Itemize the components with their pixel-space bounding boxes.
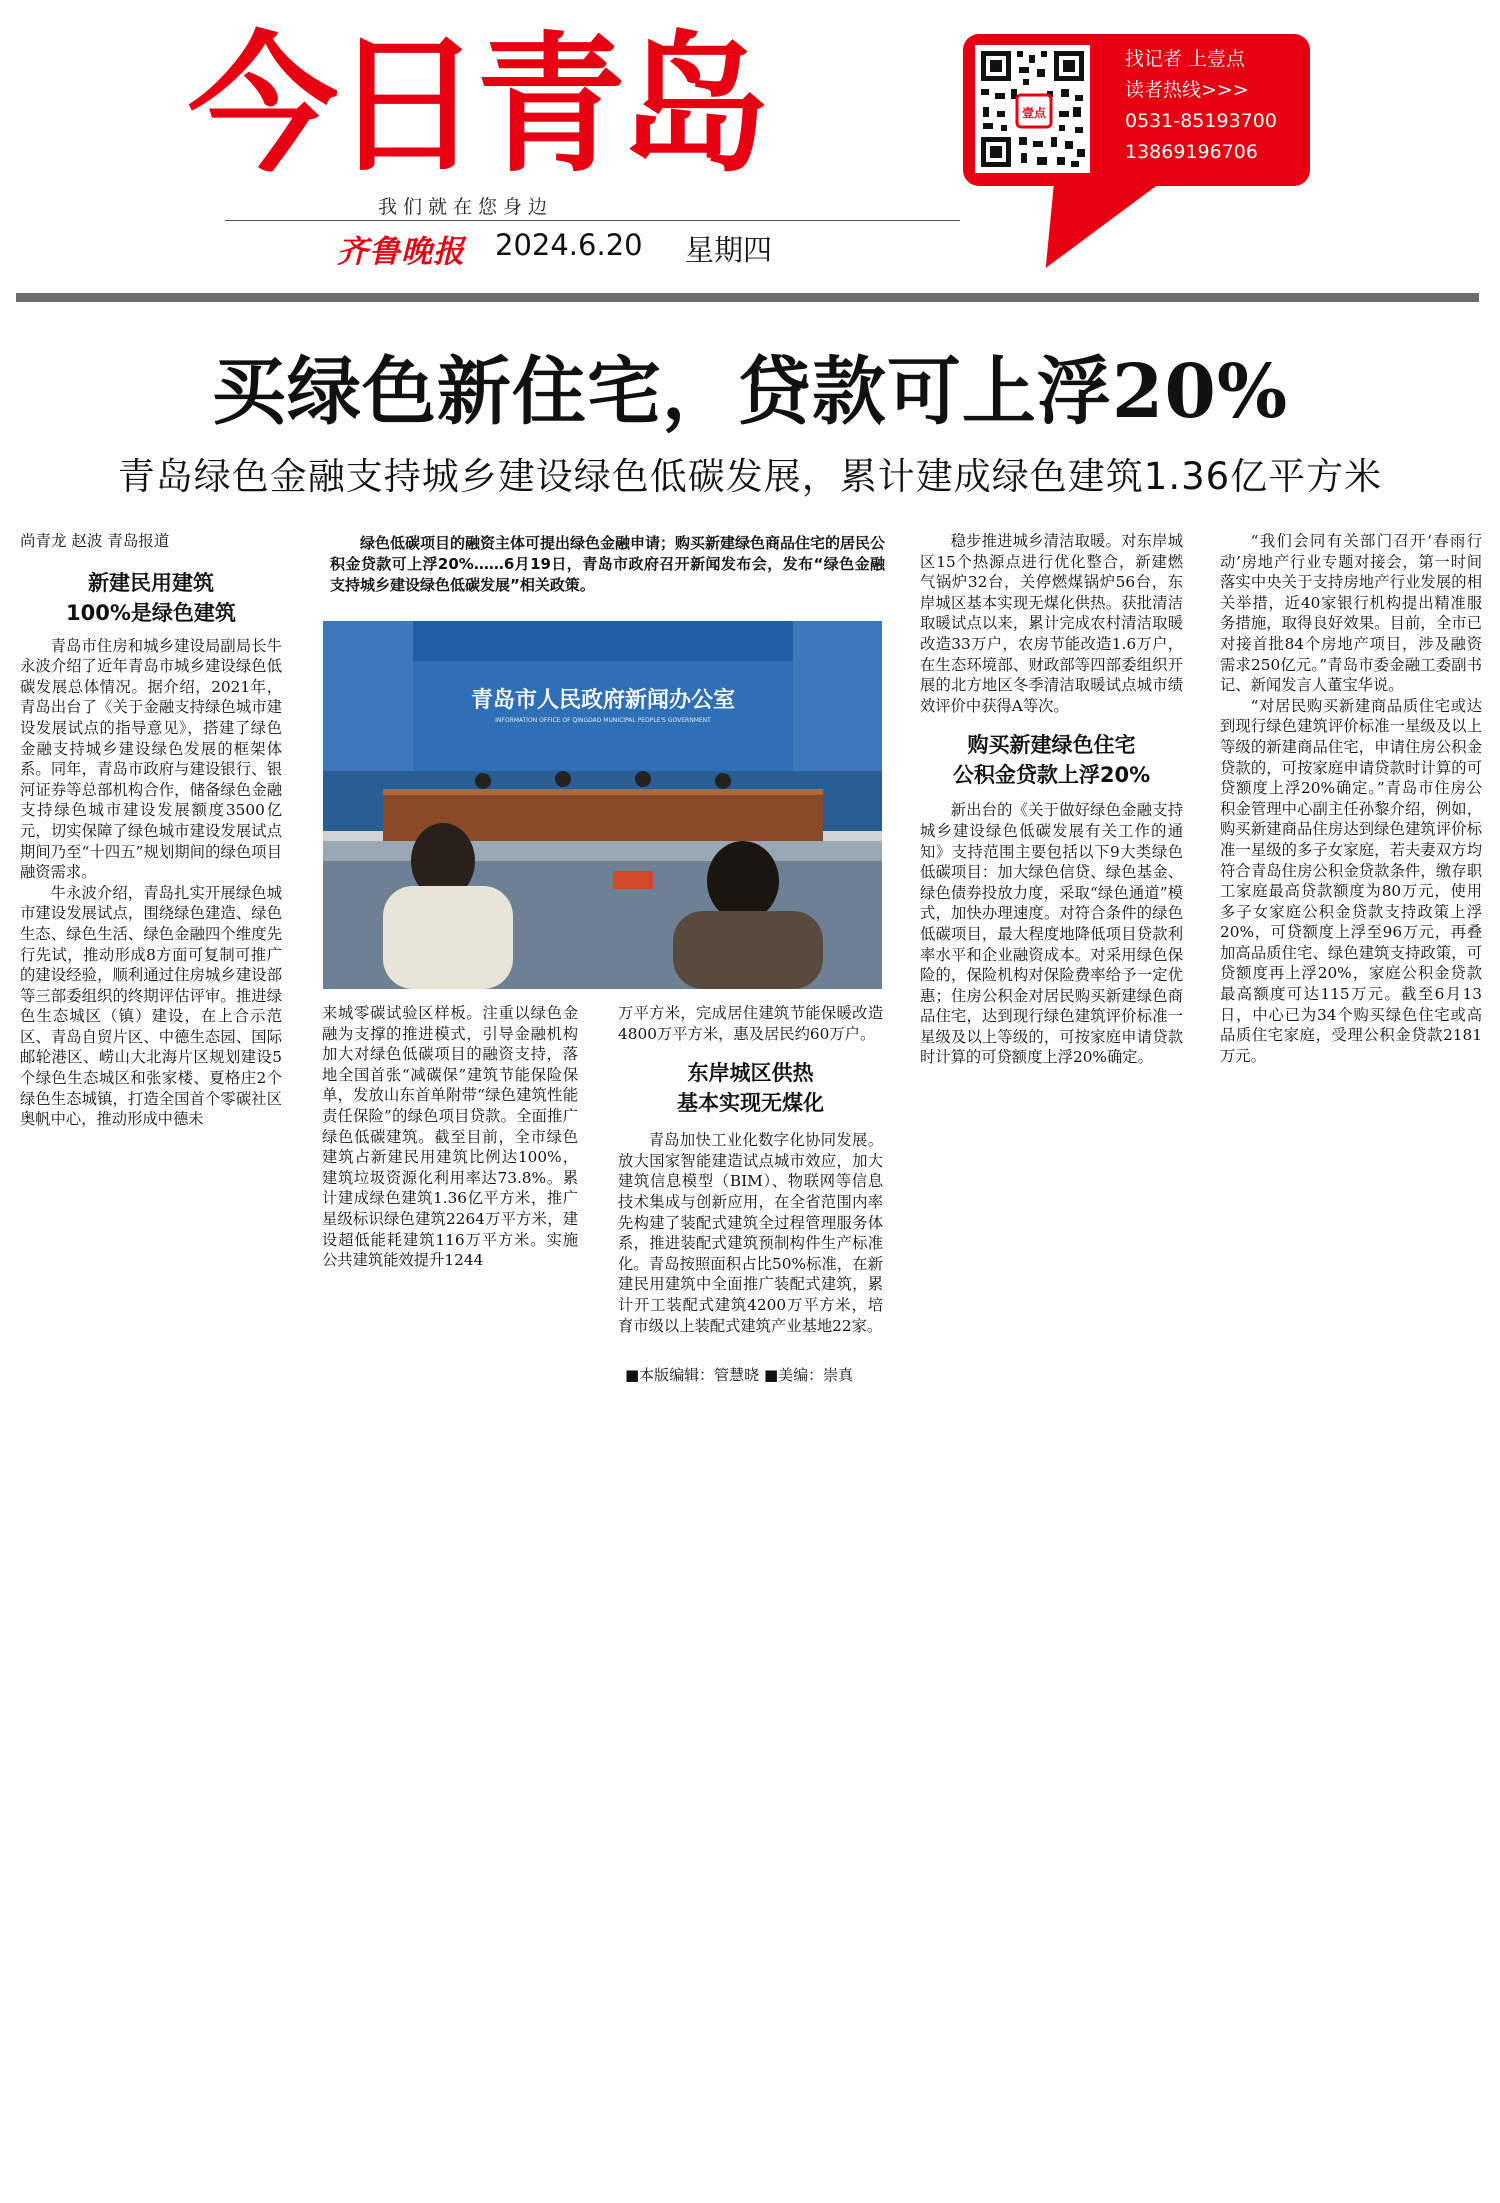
slogan-divider [225,220,960,221]
section-heading-1-line1: 新建民用建筑 [88,570,214,595]
editor-credits: ■本版编辑：管慧晓 ■美编：崇真 [625,1366,854,1384]
paragraph-continuation: 来城零碳试验区样板。注重以绿色金融为支撑的推进模式，引导金融机构加大对绿色低碳项目的融资支持，落地全国首张“减碳保”建筑节能保险保单，发放山东首单附带“绿色建筑性能责任保险”的绿色项目贷款。全面推广绿色低碳建筑。截至目前，全市绿色建筑占新建民用建筑比例达100%，建筑垃圾资源化利用率达73.8%。累计建成绿色建筑1.36亿平方米，推广星级标识绿色建筑2264万平方米，建设超低能耗建筑116万平方米。实施公共建筑能效提升1244 [322,1004,578,1270]
paragraph: “我们会同有关部门召开‘春雨行动’房地产行业专题对接会，第一时间落实中央关于支持房地产行业发展的相关举措，近40家银行机构提出精准服务措施，取得良好效果。目前，全市已对接首批84个房地产项目，涉及融资需求250亿元。”青岛市委金融工委副书记、新闻发言人董宝华说。 [1220,532,1482,695]
paragraph: 青岛加快工业化数字化协同发展。放大国家智能建造试点城市效应，加大建筑信息模型（BIM）、物联网等信息技术集成与创新应用，在全省范围内率先构建了装配式建筑全过程管理服务体系，推进装配式建筑预制构件生产标准化。青岛按照面积占比50%标准，在新建民用建筑中全面推广装配式建筑，累计开工装配式建筑4200万平方米，培育市级以上装配式建筑产业基地22家。 [618,1131,883,1335]
press-conference-photo [323,621,882,989]
paragraph-text: 牛永波介绍，青岛扎实开展绿色城市建设发展试点，围绕绿色建造、绿色生态、绿色生活、绿色金融四个维度先行先试，推动形成8方面可复制可推广的建设经验，顺利通过住房城乡建设部等三部委组织的终期评估评审。推进绿色生态城区（镇）建设，在上合示范区、青岛自贸片区、中德生态园、国际邮轮港区、崂山大北海片区规划建设5个绿色生态城区和张家楼、夏格庄2个绿色生态城镇，打造全国首个零碳社区奥帆中心，推动形成中德未 [20,883,282,1129]
paragraph: 青岛市住房和城乡建设局副局长牛永波介绍了近年青岛市城乡建设绿色低碳发展总体情况。据介绍，2021年，青岛出台了《关于金融支持绿色城市建设发展试点的指导意见》，搭建了绿色金融支持城乡建设绿色发展的框架体系。同年，青岛市政府与建设银行、银河证券等总部机构合作，储备绿色金融支持绿色城市建设发展额度3500亿元，切实保障了绿色城市建设发展试点期间乃至“十四五”规划期间的绿色项目融资需求。 [20,636,282,882]
section-heading-1 [20,568,282,628]
sub-headline: 青岛绿色金融支持城乡建设绿色低碳发展，累计建成绿色建筑1.36亿平方米 [117,455,1383,498]
lead-text: 绿色低碳项目的融资主体可提出绿色金融申请；购买新建绿色商品住宅的居民公积金贷款可上浮20%……6月19日，青岛市政府召开新闻发布会，发布“绿色金融支持城乡建设绿色低碳发展”相关政策。 [330,534,886,594]
contact-info [1125,44,1305,168]
paper-name-logo: 齐鲁晚报 [337,234,465,270]
paragraph: 稳步推进城乡清洁取暖。对东岸城区15个热源点进行优化整合，新建燃气锅炉32台，关停燃煤锅炉56台，东岸城区基本实现无煤化供热。获批清洁取暖试点以来，累计完成农村清洁取暖改造33万户，农房节能改造1.6万户，在生态环境部、财政部等四部委组织开展的北方地区冬季清洁取暖试点城市绩效评价中获得A等次。 [920,532,1183,715]
paragraph [20,883,282,1130]
section-heading-3-line2: 公积金贷款上浮20% [952,763,1151,788]
contact-line-hotline: 读者热线>>> [1125,79,1249,101]
section-heading-3 [920,730,1183,790]
qr-logo-text: 壹点 [1021,106,1046,120]
lead-paragraph [330,533,885,596]
header-divider [16,293,1479,302]
section-heading-3-line1: 购买新建绿色住宅 [967,733,1136,758]
paragraph: 新出台的《关于做好绿色金融支持城乡建设绿色低碳发展有关工作的通知》支持范围主要包括以下9大类绿色低碳项目：加大绿色信贷、绿色基金、绿色债券投放力度，采取“绿色通道”模式，加快办理速度。对符合条件的绿色低碳项目，最大程度地降低项目贷款利率水平和企业融资成本。对采用绿色保险的，保险机构对保险费率给予一定优惠；住房公积金对居民购买新建绿色商品住宅，达到现行绿色建筑评价标准一星级及以上等级的，可按家庭申请贷款时计算的可贷额度上浮20%确定。 [920,801,1183,1067]
paragraph: “对居民购买新建商品质住宅或达到现行绿色建筑评价标准一星级及以上等级的新建商品住宅，申请住房公积金贷款的，可按家庭申请贷款时计算的可贷额度上浮20%确定。”青岛市住房公积金管理中心副主任孙黎介绍，例如，购买新建商品住房达到绿色建筑评价标准一星级的多子女家庭，若夫妻双方均符合青岛住房公积金贷款条件，缴存职工家庭最高贷款额度为80万元，使用多子女家庭公积金贷款支持政策上浮20%，可贷额度上浮至96万元，再叠加高品质住宅、绿色建筑支持政策，可贷额度再上浮20%，家庭公积金贷款最高额度可达115万元。截至6月13日，中心已为34个购买绿色住宅或高品质住宅家庭，受理公积金贷款2181万元。 [1220,696,1482,1065]
speech-bubble-tail [1026,180,1165,268]
section-heading-2-line2: 基本实现无煤化 [677,1091,824,1116]
paragraph-continuation: 万平方米，完成居住建筑节能保暖改造4800万平方米，惠及居民约60万户。 [618,1004,883,1043]
issue-weekday: 星期四 [685,233,773,267]
masthead-slogan: 我们就在您身边 [378,196,554,218]
main-headline: 买绿色新住宅，贷款可上浮20% [211,349,1289,435]
article-column-2 [322,1003,578,1271]
contact-phone-1[interactable]: 0531-85193700 [1125,110,1277,132]
issue-date: 2024.6.20 [495,228,643,262]
article-column-1 [20,531,282,1130]
article-column-5 [1220,531,1482,1066]
article-column-3 [618,1003,883,1336]
photo-backdrop-english: INFORMATION OFFICE OF QINGDAO MUNICIPAL PEOPLE'S GOVERNMENT [495,717,711,724]
section-heading-1-line2: 100%是绿色建筑 [66,600,236,625]
contact-line-reporter: 找记者 上壹点 [1125,48,1246,70]
contact-phone-2[interactable]: 13869196706 [1125,141,1258,163]
article-column-4 [920,531,1183,1068]
byline: 尚青龙 赵波 青岛报道 [20,532,170,550]
photo-backdrop-title: 青岛市人民政府新闻办公室 [470,688,735,713]
masthead-title: 今日青岛 [188,19,765,193]
section-heading-2 [618,1058,883,1118]
section-heading-2-line1: 东岸城区供热 [687,1061,814,1086]
